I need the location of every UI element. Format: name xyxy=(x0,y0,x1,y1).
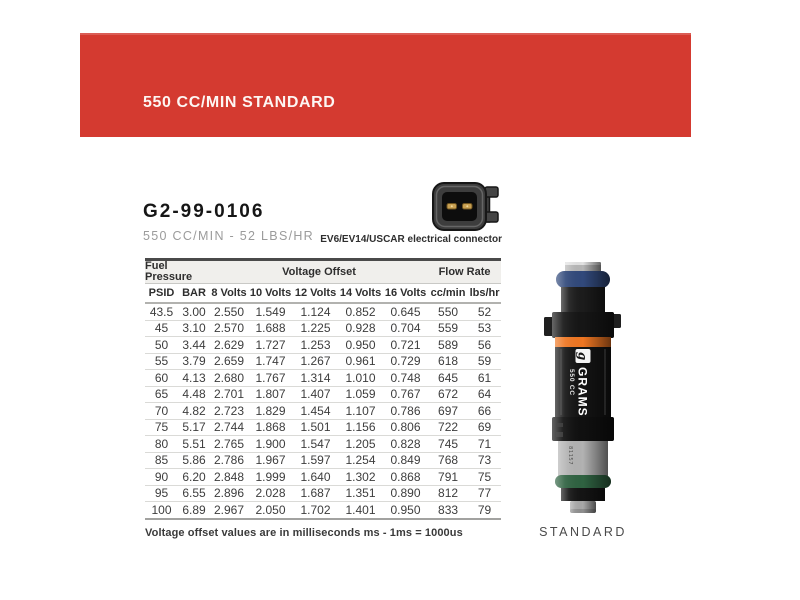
table-cell: 3.00 xyxy=(178,303,210,320)
table-cell: 697 xyxy=(428,403,468,420)
table-cell: 52 xyxy=(468,303,501,320)
table-cell: 69 xyxy=(468,419,501,436)
column-header: 8 Volts xyxy=(210,284,248,304)
injector-silver-body xyxy=(558,441,608,476)
table-cell: 1.124 xyxy=(293,303,338,320)
table-cell: 5.17 xyxy=(178,419,210,436)
table-cell: 672 xyxy=(428,386,468,403)
injector-top-oring xyxy=(556,271,610,288)
table-cell: 1.254 xyxy=(338,452,383,469)
table-cell: 0.961 xyxy=(338,353,383,370)
table-row xyxy=(145,469,501,486)
table-cell: 2.680 xyxy=(210,370,248,387)
table-cell: 2.050 xyxy=(248,502,293,519)
table-cell: 53 xyxy=(468,320,501,337)
table-cell: 59 xyxy=(468,353,501,370)
injector-connector-block xyxy=(544,312,621,338)
table-row xyxy=(145,502,501,519)
table-cell: 1.010 xyxy=(338,370,383,387)
table-row xyxy=(145,403,501,420)
table-row xyxy=(145,337,501,354)
table-cell: 745 xyxy=(428,436,468,453)
table-cell: 5.51 xyxy=(178,436,210,453)
table-cell: 2.550 xyxy=(210,303,248,320)
table-cell: 43.5 xyxy=(145,303,178,320)
table-cell: 61 xyxy=(468,370,501,387)
table-cell: 95 xyxy=(145,485,178,502)
flow-table-body xyxy=(145,303,501,519)
column-header: lbs/hr xyxy=(468,284,501,304)
injector-size-text: 550 CC xyxy=(568,369,575,396)
table-cell: 2.967 xyxy=(210,502,248,519)
table-cell: 45 xyxy=(145,320,178,337)
table-cell: 75 xyxy=(145,419,178,436)
table-cell: 1.059 xyxy=(338,386,383,403)
table-cell: 722 xyxy=(428,419,468,436)
table-cell: 1.807 xyxy=(248,386,293,403)
table-cell: 4.48 xyxy=(178,386,210,403)
group-header-voltage-offset: Voltage Offset xyxy=(210,260,428,284)
table-cell: 1.999 xyxy=(248,469,293,486)
table-cell: 0.786 xyxy=(383,403,428,420)
table-cell: 65 xyxy=(145,386,178,403)
column-header: 14 Volts xyxy=(338,284,383,304)
table-cell: 1.107 xyxy=(338,403,383,420)
table-cell: 0.828 xyxy=(383,436,428,453)
table-row xyxy=(145,419,501,436)
table-cell: 3.10 xyxy=(178,320,210,337)
flow-table xyxy=(145,258,501,520)
table-cell: 2.723 xyxy=(210,403,248,420)
table-cell: 3.44 xyxy=(178,337,210,354)
table-cell: 1.747 xyxy=(248,353,293,370)
table-cell: 6.20 xyxy=(178,469,210,486)
flow-rating-subtitle: 550 CC/MIN - 52 LBS/HR xyxy=(143,229,315,243)
group-header-fuel-pressure: Fuel Pressure xyxy=(145,260,210,284)
table-cell: 2.786 xyxy=(210,452,248,469)
table-cell: 559 xyxy=(428,320,468,337)
table-cell: 1.967 xyxy=(248,452,293,469)
table-cell: 50 xyxy=(145,337,178,354)
table-cell: 6.89 xyxy=(178,502,210,519)
table-cell: 645 xyxy=(428,370,468,387)
table-cell: 64 xyxy=(468,386,501,403)
table-cell: 833 xyxy=(428,502,468,519)
injector-brand-text: GRAMS xyxy=(575,367,590,417)
table-cell: 3.79 xyxy=(178,353,210,370)
table-cell: 100 xyxy=(145,502,178,519)
table-cell: 2.570 xyxy=(210,320,248,337)
table-cell: 75 xyxy=(468,469,501,486)
table-row xyxy=(145,452,501,469)
table-cell: 1.302 xyxy=(338,469,383,486)
column-header: 12 Volts xyxy=(293,284,338,304)
table-row xyxy=(145,353,501,370)
table-cell: 1.640 xyxy=(293,469,338,486)
table-row xyxy=(145,303,501,320)
injector-orange-band xyxy=(555,337,611,347)
table-cell: 1.549 xyxy=(248,303,293,320)
table-row xyxy=(145,436,501,453)
table-cell: 1.225 xyxy=(293,320,338,337)
table-cell: 55 xyxy=(145,353,178,370)
table-cell: 70 xyxy=(145,403,178,420)
table-cell: 1.314 xyxy=(293,370,338,387)
table-cell: 791 xyxy=(428,469,468,486)
table-cell: 90 xyxy=(145,469,178,486)
table-cell: 79 xyxy=(468,502,501,519)
table-cell: 4.13 xyxy=(178,370,210,387)
table-cell: 1.597 xyxy=(293,452,338,469)
table-cell: 1.407 xyxy=(293,386,338,403)
table-cell: 589 xyxy=(428,337,468,354)
group-header-row xyxy=(145,260,501,284)
table-cell: 1.351 xyxy=(338,485,383,502)
table-cell: 0.721 xyxy=(383,337,428,354)
table-cell: 66 xyxy=(468,403,501,420)
table-cell: 1.454 xyxy=(293,403,338,420)
footnote: Voltage offset values are in milliseconds ms - 1ms = 1000us xyxy=(145,527,463,539)
table-cell: 1.702 xyxy=(293,502,338,519)
table-cell: 1.767 xyxy=(248,370,293,387)
grams-logo-letter: g xyxy=(575,351,590,361)
column-header: BAR xyxy=(178,284,210,304)
column-header-row xyxy=(145,284,501,304)
table-cell: 768 xyxy=(428,452,468,469)
table-cell: 1.205 xyxy=(338,436,383,453)
table-cell: 85 xyxy=(145,452,178,469)
table-cell: 2.744 xyxy=(210,419,248,436)
table-cell: 2.765 xyxy=(210,436,248,453)
table-cell: 0.729 xyxy=(383,353,428,370)
table-cell: 1.900 xyxy=(248,436,293,453)
injector-body xyxy=(555,347,611,417)
injector-image xyxy=(543,260,623,518)
table-cell: 1.688 xyxy=(248,320,293,337)
table-cell: 0.868 xyxy=(383,469,428,486)
group-header-flow-rate: Flow Rate xyxy=(428,260,501,284)
table-cell: 1.253 xyxy=(293,337,338,354)
injector-bottom-collar xyxy=(561,488,605,501)
table-cell: 1.267 xyxy=(293,353,338,370)
table-cell: 0.704 xyxy=(383,320,428,337)
table-cell: 1.727 xyxy=(248,337,293,354)
table-cell: 80 xyxy=(145,436,178,453)
table-cell: 0.645 xyxy=(383,303,428,320)
table-cell: 60 xyxy=(145,370,178,387)
table-cell: 550 xyxy=(428,303,468,320)
table-cell: 6.55 xyxy=(178,485,210,502)
table-cell: 0.950 xyxy=(338,337,383,354)
column-header: 10 Volts xyxy=(248,284,293,304)
table-cell: 1.156 xyxy=(338,419,383,436)
connector-caption: EV6/EV14/USCAR electrical connector xyxy=(320,234,502,245)
table-cell: 2.028 xyxy=(248,485,293,502)
table-cell: 1.501 xyxy=(293,419,338,436)
table-cell: 1.687 xyxy=(293,485,338,502)
table-row xyxy=(145,386,501,403)
table-cell: 1.868 xyxy=(248,419,293,436)
table-cell: 0.890 xyxy=(383,485,428,502)
banner-title: 550 CC/MIN STANDARD xyxy=(143,94,336,111)
table-cell: 0.950 xyxy=(383,502,428,519)
injector-lower-collar xyxy=(552,417,614,441)
table-cell: 0.806 xyxy=(383,419,428,436)
table-cell: 0.767 xyxy=(383,386,428,403)
column-header: PSID xyxy=(145,284,178,304)
table-cell: 2.659 xyxy=(210,353,248,370)
table-cell: 71 xyxy=(468,436,501,453)
injector-caption: STANDARD xyxy=(539,525,627,539)
table-cell: 0.849 xyxy=(383,452,428,469)
table-row xyxy=(145,485,501,502)
column-header: cc/min xyxy=(428,284,468,304)
table-cell: 618 xyxy=(428,353,468,370)
table-row xyxy=(145,370,501,387)
table-cell: 56 xyxy=(468,337,501,354)
table-cell: 2.701 xyxy=(210,386,248,403)
table-cell: 1.829 xyxy=(248,403,293,420)
table-cell: 77 xyxy=(468,485,501,502)
part-number: G2-99-0106 xyxy=(143,201,265,222)
table-cell: 2.848 xyxy=(210,469,248,486)
banner xyxy=(80,33,691,137)
column-header: 16 Volts xyxy=(383,284,428,304)
table-cell: 0.928 xyxy=(338,320,383,337)
injector-serial-text: 81157 xyxy=(567,446,573,466)
injector-lower-oring xyxy=(555,475,611,488)
table-cell: 4.82 xyxy=(178,403,210,420)
table-cell: 2.629 xyxy=(210,337,248,354)
table-cell: 0.748 xyxy=(383,370,428,387)
injector-neck xyxy=(561,287,605,313)
injector-tip xyxy=(570,501,596,513)
table-row xyxy=(145,320,501,337)
table-cell: 73 xyxy=(468,452,501,469)
table-cell: 2.896 xyxy=(210,485,248,502)
table-cell: 812 xyxy=(428,485,468,502)
table-cell: 0.852 xyxy=(338,303,383,320)
connector-icon xyxy=(430,176,502,233)
table-cell: 5.86 xyxy=(178,452,210,469)
table-cell: 1.401 xyxy=(338,502,383,519)
table-cell: 1.547 xyxy=(293,436,338,453)
